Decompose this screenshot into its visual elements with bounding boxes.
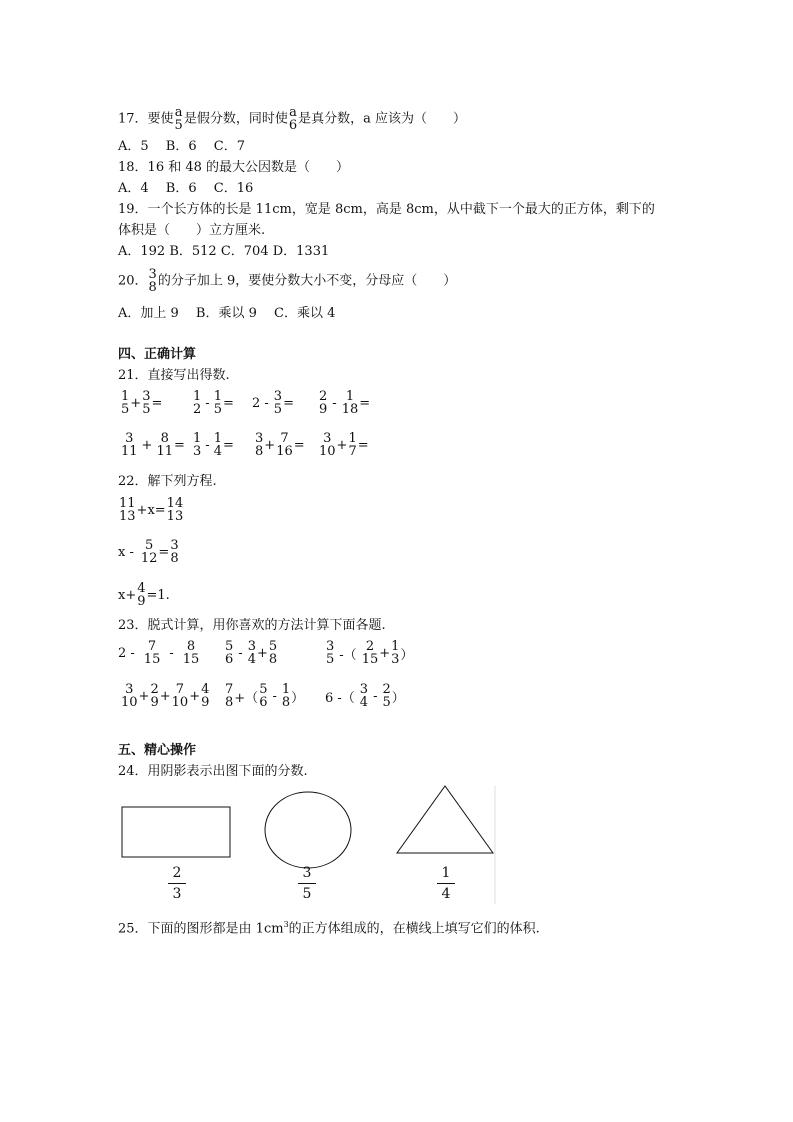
frac-den: 8 <box>148 280 157 295</box>
q20-options: A．加上 9 B．乘以 9 C．乘以 4 <box>118 306 336 321</box>
frac-num: 5 <box>225 639 234 654</box>
operator: + <box>256 645 268 661</box>
frac-den: 6 <box>259 695 268 710</box>
q24-fraction-rectangle <box>162 865 192 902</box>
frac-num: 1 <box>121 389 130 404</box>
operator: + <box>189 688 201 704</box>
frac-num: 1 <box>213 431 222 446</box>
frac-num: 8 <box>160 431 169 446</box>
fraction <box>255 432 263 458</box>
q18-options: A．4 B．6 C．16 <box>118 181 254 196</box>
operator: + <box>130 395 142 411</box>
frac-num: 1 <box>193 431 202 446</box>
q17-line <box>118 106 466 132</box>
operator: - <box>205 395 210 411</box>
frac-num: 2 <box>382 682 391 697</box>
frac-den: 3 <box>193 444 202 459</box>
q25-superscript: 3 <box>283 920 289 929</box>
operator: + <box>138 688 150 704</box>
q23-title: 23．脱式计算，用你喜欢的方法计算下面各题. <box>118 618 386 633</box>
fraction <box>193 432 201 458</box>
frac-den: 10 <box>121 695 138 710</box>
fraction <box>141 539 158 565</box>
operator: - <box>205 437 210 453</box>
fraction <box>214 432 222 458</box>
frac-den: 5 <box>302 886 312 902</box>
frac-den: 5 <box>382 695 391 710</box>
q24-title: 24．用阴影表示出图下面的分数. <box>118 764 308 779</box>
fraction <box>121 390 129 416</box>
fraction-bar <box>298 883 316 884</box>
q21-title: 21．直接写出得数. <box>118 368 230 383</box>
circle-shape[interactable] <box>265 792 351 868</box>
q21-r2-item1 <box>120 432 185 458</box>
q23-r2-expr2 <box>224 683 304 709</box>
frac-den: 16 <box>276 444 293 459</box>
lead-term: 6 -（ <box>325 690 355 706</box>
fraction <box>319 390 327 416</box>
triangle-shape[interactable] <box>397 786 493 853</box>
q21-r1-item1 <box>120 390 162 416</box>
q25-suffix: 的正方体组成的，在横线上填写它们的体积. <box>288 921 540 937</box>
equals: = <box>174 437 185 453</box>
frac-num: 5 <box>268 639 278 654</box>
fraction <box>248 640 256 666</box>
frac-num: 4 <box>201 682 210 697</box>
fraction <box>214 390 222 416</box>
frac-den: 4 <box>359 695 369 710</box>
frac-num: 3 <box>142 389 151 404</box>
q21-r1-item2 <box>192 390 234 416</box>
frac-num: 1 <box>213 389 222 404</box>
q20-suffix: 的分子加上 9，要使分数大小不变，分母应（ ） <box>157 273 457 289</box>
fraction <box>269 640 277 666</box>
operator: -（ <box>339 647 357 663</box>
frac-num: 2 <box>365 639 375 654</box>
tail-term: =1. <box>146 587 170 603</box>
frac-num: 1 <box>391 639 400 654</box>
frac-den: 6 <box>225 652 234 667</box>
q24-fraction-circle <box>292 865 322 902</box>
frac-num: 7 <box>147 639 157 654</box>
frac-den: 8 <box>281 695 291 710</box>
frac-num: 1 <box>345 389 355 404</box>
q25-text <box>118 917 540 937</box>
frac-num: 11 <box>119 496 136 511</box>
frac-num: 3 <box>326 639 335 654</box>
close-paren: ） <box>391 690 405 706</box>
frac-num: 8 <box>186 639 196 654</box>
frac-den: 11 <box>156 444 173 459</box>
equals: = <box>293 437 305 453</box>
operator: + <box>336 437 348 453</box>
frac-den: 13 <box>119 509 136 524</box>
operator: - <box>332 395 337 411</box>
frac-den: 8 <box>225 695 234 710</box>
fraction <box>121 432 138 458</box>
frac-num: 1 <box>193 389 202 404</box>
q22-equation-2 <box>118 539 180 565</box>
close-paren: ） <box>400 647 414 663</box>
frac-den: 13 <box>166 509 184 524</box>
q22-equation-1 <box>118 497 184 523</box>
fraction <box>259 683 267 709</box>
frac-den: 10 <box>319 444 336 459</box>
q21-r2-item4 <box>318 432 369 458</box>
fraction <box>382 683 390 709</box>
fraction <box>225 640 233 666</box>
fraction-bar <box>437 883 455 884</box>
frac-den: 10 <box>171 695 189 710</box>
q23-r1-expr2 <box>224 640 278 666</box>
q19-line2: 体积是（ ）立方厘米. <box>118 223 266 238</box>
fraction <box>360 683 368 709</box>
frac-num: a <box>289 105 297 120</box>
operator: + <box>264 437 276 453</box>
frac-den: 9 <box>319 402 328 417</box>
fraction <box>144 640 161 666</box>
operator: +（ <box>234 690 259 706</box>
equals: = <box>283 395 294 411</box>
frac-den: 15 <box>143 652 161 667</box>
operator: = <box>158 544 170 560</box>
q25-prefix: 25．下面的图形都是由 1cm <box>118 921 284 937</box>
q20-fraction <box>149 268 157 294</box>
fraction <box>282 683 290 709</box>
q20-prefix: 20． <box>118 273 148 289</box>
equals: = <box>222 395 234 411</box>
frac-num: 1 <box>348 431 357 446</box>
frac-den: 8 <box>268 652 278 667</box>
operator: + <box>379 645 391 661</box>
frac-den: 7 <box>348 444 357 459</box>
frac-den: 11 <box>121 444 138 459</box>
fraction <box>137 582 145 608</box>
fraction <box>193 390 201 416</box>
q17-fraction-1 <box>175 106 183 132</box>
q17-fraction-2 <box>289 106 297 132</box>
fraction <box>391 640 399 666</box>
equals: = <box>222 437 234 453</box>
frac-num: 14 <box>166 496 184 511</box>
fraction <box>319 432 336 458</box>
lead-term: 2 - <box>118 645 135 661</box>
frac-den: 5 <box>273 402 283 417</box>
fraction <box>142 390 150 416</box>
q23-r2-expr3 <box>325 683 405 709</box>
q21-r1-item4 <box>318 390 370 416</box>
frac-den: 4 <box>213 444 222 459</box>
frac-den: 9 <box>137 594 146 609</box>
q21-r2-item3 <box>254 432 305 458</box>
frac-den: 6 <box>288 118 298 133</box>
frac-num: 3 <box>323 431 332 446</box>
frac-den: 5 <box>213 402 222 417</box>
frac-den: 9 <box>150 695 159 710</box>
operator: - <box>272 688 277 704</box>
fraction <box>348 432 356 458</box>
fraction <box>276 432 293 458</box>
q23-r2-expr1 <box>120 683 210 709</box>
fraction-bar <box>168 883 186 884</box>
frac-num: 7 <box>225 682 234 697</box>
operator: - <box>169 645 174 661</box>
frac-den: 18 <box>341 402 359 417</box>
fraction <box>326 640 334 666</box>
q18-text: 18．16 和 48 的最大公因数是（ ） <box>118 160 350 175</box>
frac-num: 5 <box>144 538 154 553</box>
frac-num: 3 <box>247 639 256 654</box>
q22-equation-3 <box>118 582 170 608</box>
frac-num: 4 <box>137 581 146 596</box>
frac-den: 5 <box>142 402 151 417</box>
q17-mid: 是假分数，同时使 <box>183 111 288 127</box>
frac-den: 2 <box>193 402 202 417</box>
frac-num: a <box>174 105 183 120</box>
equals: = <box>151 395 163 411</box>
q24-fraction-triangle <box>431 865 461 902</box>
q22-title: 22．解下列方程. <box>118 474 217 489</box>
fraction <box>274 390 282 416</box>
fraction <box>121 683 138 709</box>
rectangle-shape[interactable] <box>122 807 230 857</box>
frac-den: 4 <box>247 652 256 667</box>
q17-suffix: 是真分数，a 应该为（ ） <box>298 111 467 127</box>
q17-options: A．5 B．6 C．7 <box>118 139 245 154</box>
frac-den: 15 <box>182 652 200 667</box>
frac-den: 4 <box>441 886 451 902</box>
section5-heading: 五、精心操作 <box>118 743 197 758</box>
frac-den: 5 <box>121 402 130 417</box>
fraction <box>225 683 233 709</box>
q19-options: A．192 B．512 C．704 D．1331 <box>118 244 330 259</box>
fraction <box>170 539 178 565</box>
fraction <box>167 497 184 523</box>
frac-den: 5 <box>174 118 183 133</box>
frac-num: 3 <box>255 431 264 446</box>
frac-num: 7 <box>175 682 185 697</box>
fraction <box>183 640 200 666</box>
q23-r1-expr1 <box>118 640 200 666</box>
q17-prefix: 17．要使 <box>118 111 174 127</box>
fraction <box>201 683 209 709</box>
fraction <box>342 390 359 416</box>
close-paren: ） <box>291 690 305 706</box>
frac-den: 5 <box>326 652 335 667</box>
lead-term: x - <box>118 544 134 560</box>
frac-num: 3 <box>359 682 369 697</box>
q19-line1: 19．一个长方体的长是 11cm，宽是 8cm，高是 8cm，从中截下一个最大的正方体，剩下的 <box>118 202 655 217</box>
equals: = <box>357 437 369 453</box>
fraction <box>119 497 136 523</box>
frac-num: 5 <box>259 682 268 697</box>
frac-num: 3 <box>125 431 134 446</box>
frac-den: 3 <box>391 652 400 667</box>
frac-num: 1 <box>441 865 451 881</box>
frac-den: 8 <box>170 551 179 566</box>
frac-num: 3 <box>273 389 283 404</box>
frac-num: 2 <box>319 389 328 404</box>
q23-r1-expr3 <box>325 640 413 666</box>
frac-den: 12 <box>140 551 158 566</box>
fraction <box>156 432 173 458</box>
operator: + <box>159 688 171 704</box>
fraction <box>362 640 379 666</box>
fraction <box>150 683 158 709</box>
section4-heading: 四、正确计算 <box>118 347 197 362</box>
frac-den: 15 <box>361 652 379 667</box>
q21-r1-item3 <box>252 390 294 416</box>
operator: +x= <box>136 502 166 518</box>
operator: + <box>141 437 153 453</box>
lead-term: 2 - <box>252 395 269 411</box>
frac-den: 9 <box>201 695 210 710</box>
frac-num: 3 <box>170 538 179 553</box>
frac-num: 2 <box>150 682 159 697</box>
frac-den: 3 <box>172 886 182 902</box>
frac-num: 3 <box>302 865 312 881</box>
frac-num: 2 <box>172 865 182 881</box>
frac-num: 3 <box>125 682 134 697</box>
q21-r2-item2 <box>192 432 234 458</box>
frac-num: 7 <box>280 431 289 446</box>
q20-line <box>118 268 456 294</box>
lead-term: x+ <box>118 587 137 603</box>
fraction <box>172 683 189 709</box>
equals: = <box>359 395 371 411</box>
frac-num: 1 <box>281 682 291 697</box>
frac-num: 3 <box>148 267 157 282</box>
operator: - <box>238 645 243 661</box>
frac-den: 8 <box>255 444 264 459</box>
operator: - <box>373 688 378 704</box>
